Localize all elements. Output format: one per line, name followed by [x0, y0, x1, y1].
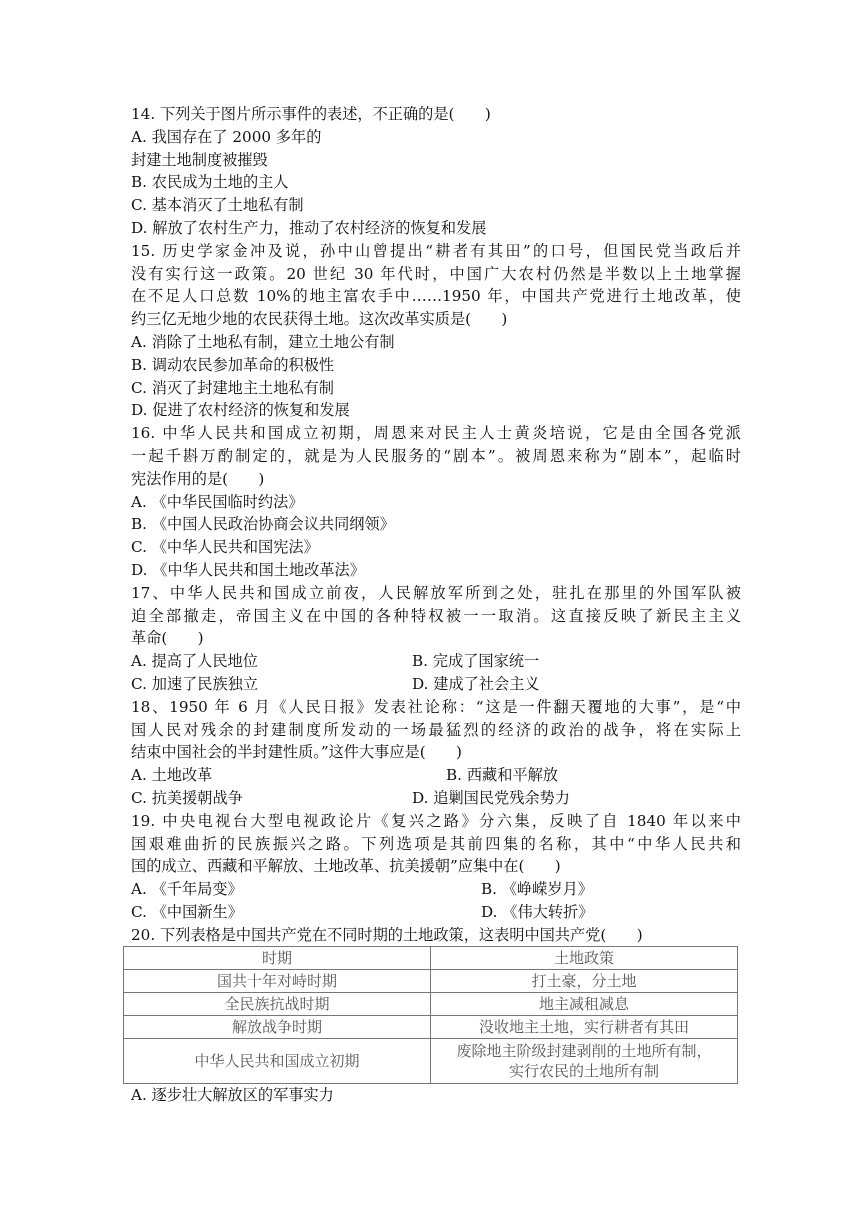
q15-option-c: C. 消灭了封建地主土地私有制 [131, 378, 334, 397]
q17-option-c: C. 加速了民族独立 [131, 674, 259, 693]
q19-options-row [131, 878, 741, 901]
question-15 [131, 240, 741, 422]
q15-stem-line: 约三亿无地少地的农民获得土地。这次改革实质是( ) [131, 310, 508, 329]
table-cell-period: 中华人民共和国成立初期 [124, 1039, 431, 1084]
question-17 [131, 582, 741, 696]
q19-option-b: B. 《峥嵘岁月》 [481, 880, 593, 899]
q17-option-b: B. 完成了国家统一 [412, 652, 540, 671]
q19-option-c: C. 《中国新生》 [131, 902, 243, 921]
q20-stem: 20. 下列表格是中国共产党在不同时期的土地政策，这表明中国共产党( ) [131, 925, 643, 944]
table-header-row [124, 947, 738, 970]
q17-options-row [131, 650, 741, 673]
q18-stem-line: 国人民对残余的封建制度所发动的一场最猛烈的经济的政治的战争，将在实际上 [131, 720, 741, 739]
q17-option-a: A. 提高了人民地位 [131, 652, 258, 671]
table-cell-policy: 没收地主土地，实行耕者有其田 [431, 1016, 738, 1039]
q17-stem-line: 17、中华人民共和国成立前夜，人民解放军所到之处，驻扎在那里的外国军队被 [131, 583, 741, 602]
table-row [124, 970, 738, 993]
q18-stem-line: 18、1950 年 6 月《人民日报》发表社论称：“这是一件翻天覆地的大事”，是“中 [131, 697, 741, 716]
table-row [124, 1016, 738, 1039]
question-20 [131, 924, 741, 1108]
table-row [124, 1039, 738, 1084]
q18-stem-line: 结束中国社会的半封建性质。”这件大事应是( ) [131, 743, 462, 762]
q17-options-row [131, 673, 741, 696]
table-cell-policy-line: 实行农民的土地所有制 [508, 1062, 659, 1081]
q17-option-d: D. 建成了社会主义 [412, 674, 540, 693]
q18-option-c: C. 抗美援朝战争 [131, 788, 243, 807]
land-policy-table [123, 946, 738, 1084]
table-cell-policy: 地主减租减息 [431, 993, 738, 1016]
q15-option-b: B. 调动农民参加革命的积极性 [131, 355, 335, 374]
q16-stem-line: 一起千斟万酌制定的，就是为人民服务的“剧本”。被周恩来称为“剧本”，起临时 [131, 446, 741, 465]
q20-option-a: A. 逐步壮大解放区的军事实力 [131, 1086, 334, 1105]
q14-option-d: D. 解放了农村生产力，推动了农村经济的恢复和发展 [131, 218, 487, 237]
question-18 [131, 696, 741, 810]
question-19 [131, 810, 741, 924]
q14-stem: 14. 下列关于图片所示事件的表述，不正确的是( ) [131, 105, 491, 123]
q18-options-row [131, 764, 741, 787]
table-cell-policy: 打土豪，分土地 [431, 970, 738, 993]
q14-option-c: C. 基本消灭了土地私有制 [131, 196, 304, 215]
q16-stem-line: 16. 中华人民共和国成立初期，周恩来对民主人士黄炎培说，它是由全国各党派 [131, 424, 741, 443]
q15-stem-line: 没有实行这一政策。20 世纪 30 年代时，中国广大农村仍然是半数以上土地掌握 [131, 264, 741, 283]
q14-option-a: A. 我国存在了 2000 多年的 [131, 127, 322, 146]
q16-option-c: C. 《中华人民共和国宪法》 [131, 538, 319, 557]
q15-option-a: A. 消除了土地私有制，建立土地公有制 [131, 332, 395, 351]
q19-stem-line: 国艰难曲折的民族振兴之路。下列选项是其前四集的名称，其中“中华人民共和 [131, 834, 741, 853]
q18-options-row [131, 787, 741, 810]
q19-option-d: D. 《伟大转折》 [481, 902, 594, 921]
q19-options-row [131, 901, 741, 924]
table-header-policy: 土地政策 [431, 947, 738, 970]
q18-option-d: D. 追剿国民党残余势力 [412, 788, 570, 807]
q16-option-d: D. 《中华人民共和国土地改革法》 [131, 560, 365, 579]
q16-option-a: A. 《中华民国临时约法》 [131, 492, 304, 511]
q14-option-b: B. 农民成为土地的主人 [131, 173, 289, 192]
q17-stem-line: 革命( ) [131, 629, 204, 648]
q18-option-b: B. 西藏和平解放 [446, 766, 558, 785]
q16-option-b: B. 《中国人民政治协商会议共同纲领》 [131, 515, 395, 534]
q16-stem-line: 宪法作用的是( ) [131, 469, 265, 488]
question-16 [131, 422, 741, 582]
question-14 [131, 103, 741, 240]
q15-stem-line: 15. 历史学家金冲及说，孙中山曾提出“耕者有其田”的口号，但国民党当政后并 [131, 241, 741, 260]
table-cell-policy [431, 1039, 738, 1084]
q15-option-d: D. 促进了农村经济的恢复和发展 [131, 401, 350, 420]
table-cell-period: 全民族抗战时期 [124, 993, 431, 1016]
q17-stem-line: 迫全部撤走，帝国主义在中国的各种特权被一一取消。这直接反映了新民主主义 [131, 606, 741, 625]
table-cell-policy-line: 废除地主阶级封建剥削的土地所有制， [456, 1042, 712, 1061]
q19-option-a: A. 《千年局变》 [131, 880, 243, 899]
q18-option-a: A. 土地改革 [131, 766, 213, 785]
q14-option-a-cont: 封建土地制度被摧毁 [131, 150, 268, 169]
q19-stem-line: 国的成立、西藏和平解放、土地改革、抗美援朝”应集中在( ) [131, 857, 561, 876]
table-row [124, 993, 738, 1016]
table-cell-period: 解放战争时期 [124, 1016, 431, 1039]
q19-stem-line: 19. 中央电视台大型电视政论片《复兴之路》分六集，反映了自 1840 年以来中 [131, 811, 741, 830]
table-cell-period: 国共十年对峙时期 [124, 970, 431, 993]
q15-stem-line: 在不足人口总数 10%的地主富农手中……1950 年，中国共产党进行土地改革，使 [131, 287, 741, 306]
exam-content [131, 103, 741, 1107]
table-header-period: 时期 [124, 947, 431, 970]
